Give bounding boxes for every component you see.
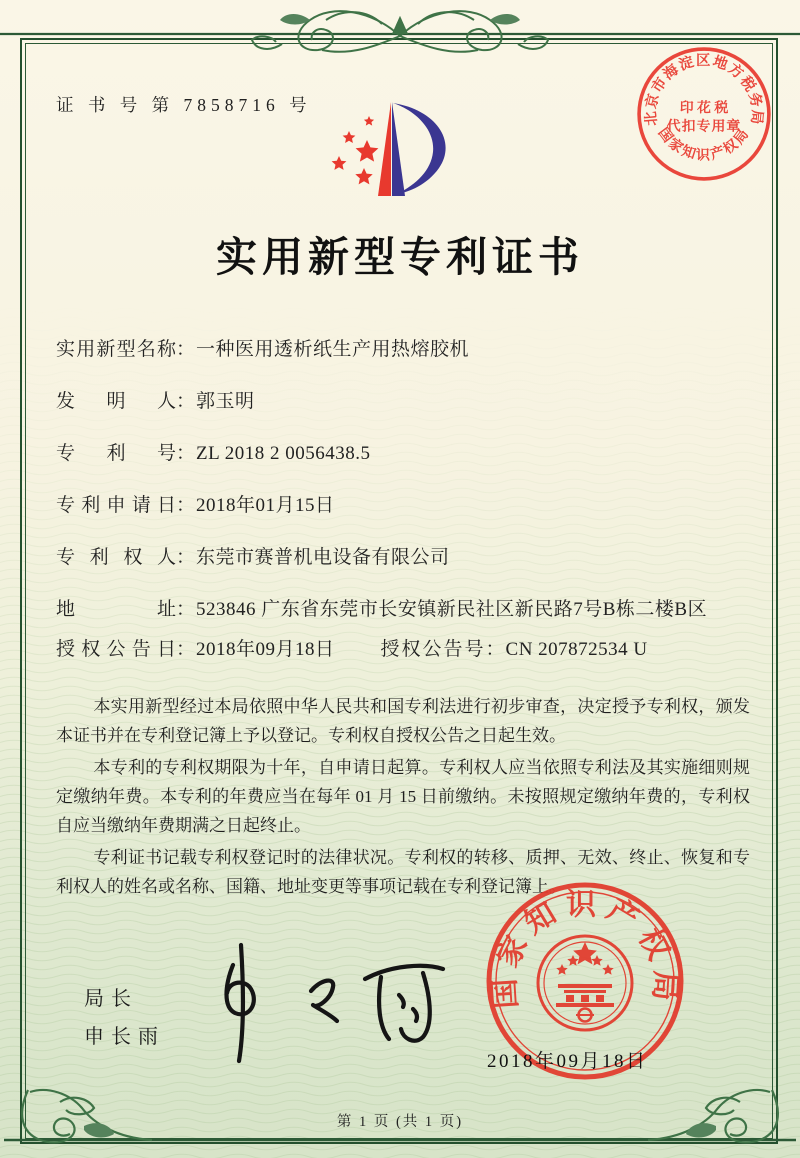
- field-label: 地址: [56, 599, 176, 620]
- stamp-center-line1: 印 花 税: [679, 100, 729, 116]
- field-value: 郭玉明: [196, 391, 255, 412]
- stamp-duty-seal: [636, 46, 772, 182]
- field-label: 发明人: [56, 391, 176, 412]
- director-signature: [185, 933, 455, 1068]
- field-label: 专利申请日: [56, 495, 176, 516]
- field-row-filing-date: [56, 492, 754, 520]
- field-label: 授权公告日: [56, 639, 176, 660]
- field-value: CN 207872534 U: [505, 639, 648, 660]
- field-label: 专利号: [56, 443, 176, 464]
- field-colon: ：: [176, 443, 196, 464]
- seal-arc-text: 国家知识产权局: [488, 888, 682, 1010]
- field-colon: ：: [176, 391, 196, 412]
- director-block: [84, 980, 165, 1056]
- field-value: ZL 2018 2 0056438.5: [196, 443, 371, 464]
- field-value: 东莞市赛普机电设备有限公司: [196, 547, 450, 568]
- field-colon: ：: [176, 639, 196, 660]
- field-row-name: [56, 336, 754, 364]
- logo-spire-red: [378, 102, 391, 196]
- field-colon: ：: [176, 339, 196, 360]
- seal-date: 2018年09月18日: [487, 1051, 648, 1072]
- field-colon: ：: [176, 495, 196, 516]
- logo-spire-blue: [392, 102, 405, 196]
- certificate-fields: [56, 336, 754, 664]
- field-value: 2018年09月18日: [196, 639, 335, 660]
- field-value: 523846 广东省东莞市长安镇新民社区新民路7号B栋二楼B区: [196, 599, 708, 620]
- stamp-arc-bottom-text: 国家知识产权局: [654, 125, 754, 164]
- field-label: 授权公告号: [380, 639, 486, 660]
- logo-stars: [332, 116, 379, 184]
- national-emblem: [538, 936, 632, 1030]
- director-role: 局长: [84, 988, 138, 1010]
- field-colon: ：: [176, 599, 196, 620]
- field-colon: ：: [176, 547, 196, 568]
- grant-date-pair: [56, 636, 335, 664]
- field-row-patentee: [56, 544, 754, 572]
- field-value: 一种医用透析纸生产用热熔胶机: [196, 339, 470, 360]
- field-label: 实用新型名称: [56, 339, 176, 360]
- field-row-patent-no: [56, 440, 754, 468]
- certificate-title: 实用新型专利证书: [216, 234, 584, 280]
- field-row-inventor: [56, 388, 754, 416]
- field-row-address: [56, 596, 754, 624]
- field-row-grant: [56, 636, 754, 664]
- stamp-center-line2: 代扣专用章: [666, 119, 742, 135]
- stamp-arc-top-text: 北京市海淀区地方税务局: [643, 53, 765, 127]
- legal-paragraph-2: 本专利的专利权期限为十年，自申请日起算。专利权人应当依照专利法及其实施细则规定缴纳年费。本专利的年费应当在每年 01 月 15 日前缴纳。未按照规定缴纳年费的，专利权自应当缴纳年费期满之日起终止。: [56, 758, 750, 835]
- page-number: 第 1 页 (共 1 页): [336, 1114, 464, 1130]
- field-label: 专利权人: [56, 547, 176, 568]
- director-name: 申长雨: [84, 1026, 165, 1048]
- grant-number-pair: [381, 636, 648, 664]
- field-value: 2018年01月15日: [196, 495, 335, 516]
- certificate-number: 证 书 号 第 7858716 号: [56, 95, 312, 115]
- field-colon: ：: [485, 639, 505, 660]
- legal-text: [56, 692, 750, 904]
- legal-paragraph-1: 本实用新型经过本局依照中华人民共和国专利法进行初步审查，决定授予专利权，颁发本证书并在专利登记簿上予以登记。专利权自授权公告之日起生效。: [56, 697, 750, 745]
- legal-paragraph-3: 专利证书记载专利权登记时的法律状况。专利权的转移、质押、无效、终止、恢复和专利权人的姓名或名称、国籍、地址变更等事项记载在专利登记簿上。: [56, 848, 750, 896]
- cnipa-logo: [305, 100, 495, 215]
